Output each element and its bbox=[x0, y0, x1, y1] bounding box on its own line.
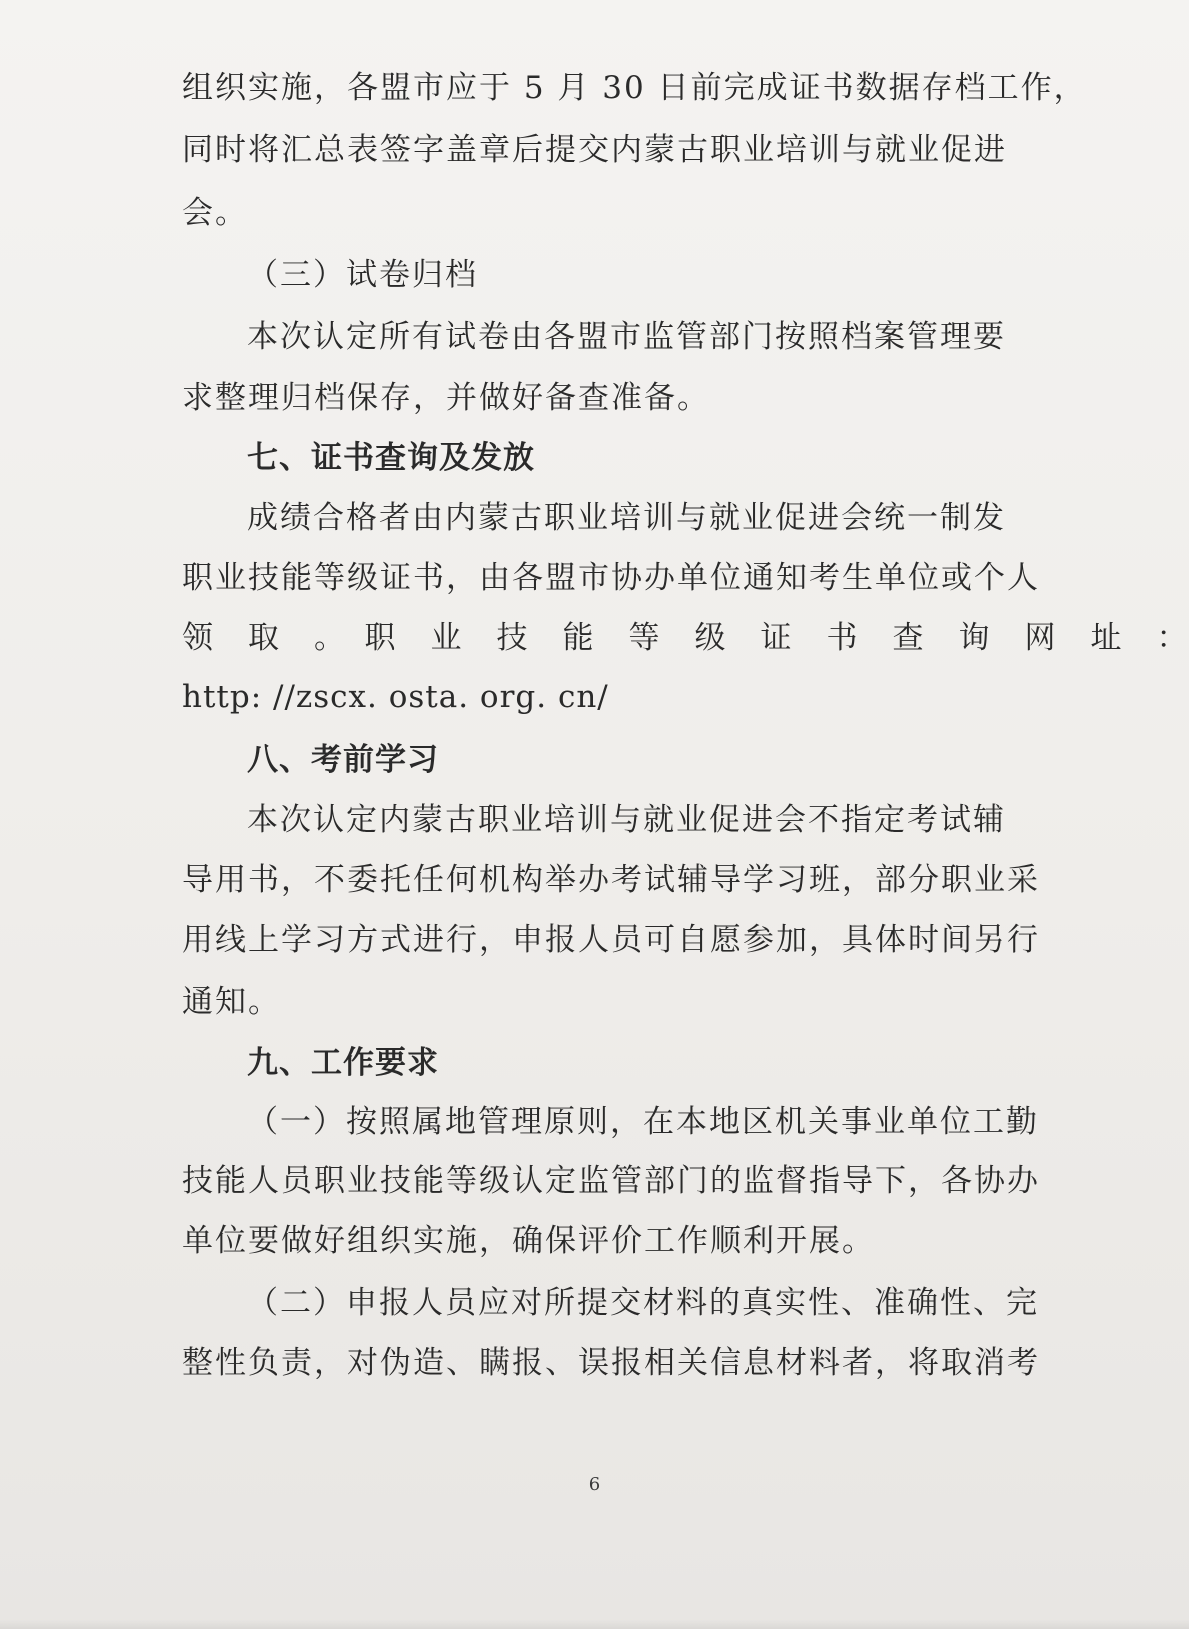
subsection-heading: （三）试卷归档 bbox=[247, 257, 478, 293]
body-line: 通知。 bbox=[182, 984, 281, 1020]
page-bottom-shadow bbox=[0, 1619, 1189, 1629]
body-line: 同时将汇总表签字盖章后提交内蒙古职业培训与就业促进 bbox=[182, 132, 1007, 168]
body-line: （二）申报人员应对所提交材料的真实性、准确性、完 bbox=[247, 1285, 1039, 1321]
body-line: 组织实施，各盟市应于 5 月 30 日前完成证书数据存档工作， bbox=[182, 70, 1087, 106]
body-line: 成绩合格者由内蒙古职业培训与就业促进会统一制发 bbox=[247, 500, 1006, 536]
section-heading: 七、证书查询及发放 bbox=[247, 440, 535, 476]
body-line: 导用书，不委托任何机构举办考试辅导学习班，部分职业采 bbox=[182, 862, 1040, 898]
body-line: 整性负责，对伪造、瞒报、误报相关信息材料者，将取消考 bbox=[182, 1345, 1040, 1381]
url-line: http: //zscx. osta. org. cn/ bbox=[182, 679, 609, 715]
body-line: 求整理归档保存，并做好备查准备。 bbox=[182, 380, 710, 416]
body-line: 本次认定所有试卷由各盟市监管部门按照档案管理要 bbox=[247, 319, 1006, 355]
body-line: 技能人员职业技能等级认定监管部门的监督指导下，各协办 bbox=[182, 1163, 1040, 1199]
body-line: 会。 bbox=[182, 195, 248, 231]
body-line: 本次认定内蒙古职业培训与就业促进会不指定考试辅 bbox=[247, 802, 1006, 838]
body-line: 用线上学习方式进行，申报人员可自愿参加，具体时间另行 bbox=[182, 922, 1040, 958]
section-heading: 八、考前学习 bbox=[247, 742, 439, 778]
section-heading: 九、工作要求 bbox=[247, 1045, 439, 1081]
body-line: 领 取 。 职 业 技 能 等 级 证 书 查 询 网 址 ： bbox=[182, 620, 1189, 656]
body-line: （一）按照属地管理原则，在本地区机关事业单位工勤 bbox=[247, 1104, 1039, 1140]
body-line: 单位要做好组织实施，确保评价工作顺利开展。 bbox=[182, 1223, 875, 1259]
page-number: 6 bbox=[588, 1474, 601, 1495]
body-line: 职业技能等级证书，由各盟市协办单位通知考生单位或个人 bbox=[182, 560, 1040, 596]
